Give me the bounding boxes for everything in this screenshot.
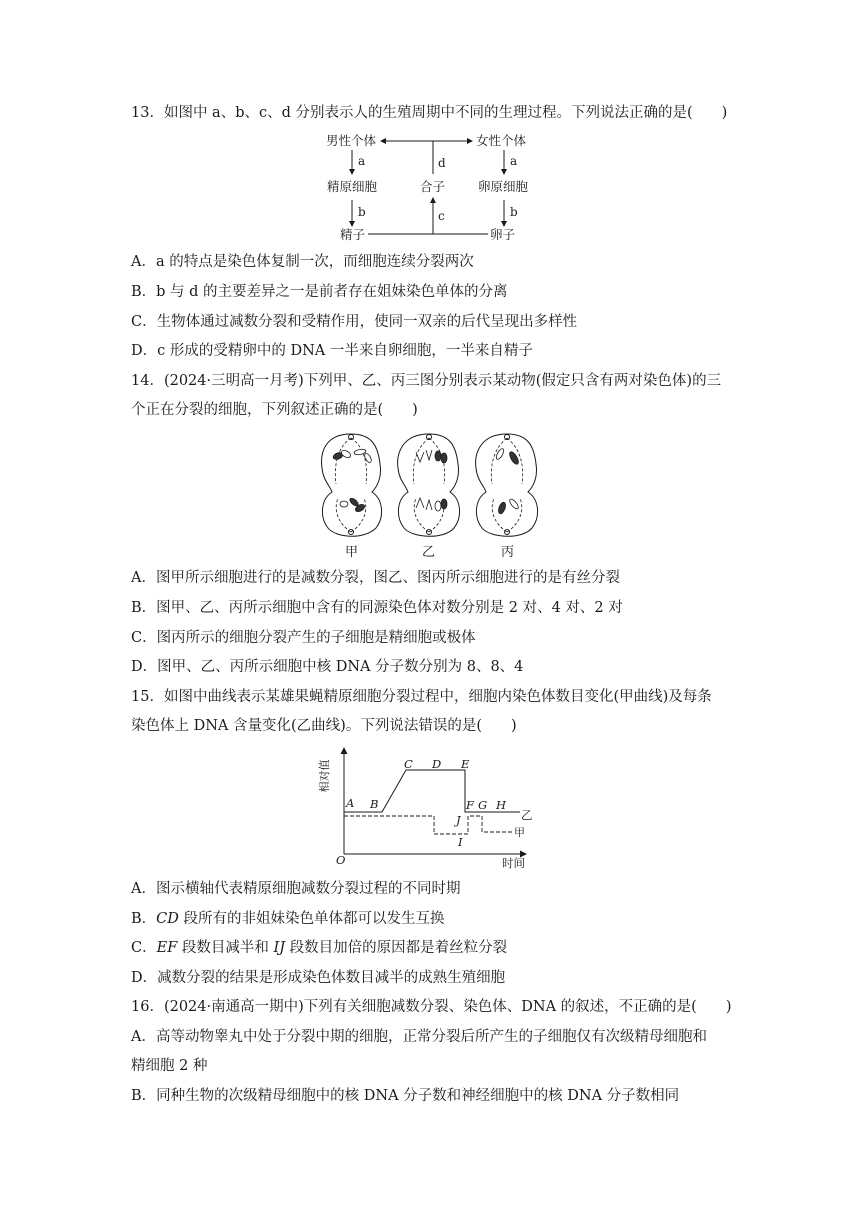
point-A: A — [346, 796, 355, 810]
graph-xlabel: 时间 — [502, 856, 525, 870]
point-H: H — [496, 798, 507, 812]
term-ef: EF — [156, 940, 178, 956]
cell-bing-chromosomes — [495, 448, 520, 515]
q14-stem-line1: 14．(2024·三明高一月考)下列甲、乙、丙三图分别表示某动物(假定只含有两对染色体)的三 — [131, 373, 722, 389]
q14-stem-line2: 个正在分裂的细胞，下列叙述正确的是( ) — [131, 402, 418, 418]
q15-option-d: D．减数分裂的结果是形成染色体数目减半的成熟生殖细胞 — [131, 970, 506, 986]
q13-label-a-left: a — [358, 154, 366, 168]
q13-reproduction-diagram — [318, 130, 558, 246]
q13-option-d: D．c 形成的受精卵中的 DNA 一半来自卵细胞，一半来自精子 — [131, 343, 533, 359]
q13-label-d: d — [438, 156, 446, 170]
cell-bing — [476, 434, 538, 536]
q13-zygote-label: 合子 — [420, 179, 446, 194]
point-F: F — [466, 798, 474, 812]
q16-option-a-line2: 精细胞 2 种 — [131, 1058, 208, 1074]
cell-yi — [398, 434, 460, 536]
q13-male-label: 男性个体 — [326, 133, 377, 148]
cell-jia-label: 甲 — [345, 545, 359, 560]
point-G: G — [478, 798, 488, 812]
q15-option-c: C．EF 段数目减半和 IJ 段数目加倍的原因都是着丝粒分裂 — [131, 940, 508, 956]
q13-option-c: C．生物体通过减数分裂和受精作用，使同一双亲的后代呈现出多样性 — [131, 314, 578, 330]
curve-yi-label: 乙 — [521, 808, 533, 822]
point-B: B — [370, 797, 379, 811]
q13-label-b-left: b — [358, 205, 366, 219]
q16-stem: 16．(2024·南通高一期中)下列有关细胞减数分裂、染色体、DNA 的叙述，不正确的是( ) — [131, 999, 732, 1015]
q13-label-b-right: b — [510, 205, 518, 219]
curve-jia — [344, 816, 512, 834]
curve-jia-label: 甲 — [514, 826, 525, 839]
q13-option-a: A．a 的特点是染色体复制一次，而细胞连续分裂两次 — [131, 254, 474, 270]
q15-stem-line2: 染色体上 DNA 含量变化(乙曲线)。下列说法错误的是( ) — [131, 718, 517, 734]
q14-option-b: B．图甲、乙、丙所示细胞中含有的同源染色体对数分别是 2 对、4 对、2 对 — [131, 600, 623, 616]
q13-sperm-label: 精子 — [340, 227, 366, 242]
q15-option-b: B．CD 段所有的非姐妹染色单体都可以发生互换 — [131, 911, 445, 927]
cell-bing-label: 丙 — [501, 545, 515, 560]
graph-ylabel: 相对值 — [318, 759, 331, 793]
point-I: I — [458, 835, 463, 849]
point-D: D — [432, 757, 442, 771]
q14-cells-figure — [316, 428, 556, 560]
q13-oogonium-label: 卵原细胞 — [478, 179, 529, 194]
graph-origin: O — [336, 853, 346, 867]
q13-egg-label: 卵子 — [490, 227, 516, 242]
q13-label-a-right: a — [510, 154, 518, 168]
point-J: J — [456, 813, 461, 827]
q15-option-a: A．图示横轴代表精原细胞减数分裂过程的不同时期 — [131, 881, 461, 897]
q15-curve-graph — [318, 742, 534, 872]
q15-stem-line1: 15．如图中曲线表示某雄果蝇精原细胞分裂过程中，细胞内染色体数目变化(甲曲线)及每条 — [131, 689, 712, 705]
q13-label-c: c — [438, 209, 445, 223]
q13-spermatogonium-label: 精原细胞 — [327, 179, 378, 194]
point-E: E — [461, 757, 470, 771]
q14-option-a: A．图甲所示细胞进行的是减数分裂，图乙、图丙所示细胞进行的是有丝分裂 — [131, 570, 620, 586]
q13-option-b: B．b 与 d 的主要差异之一是前者存在姐妹染色单体的分离 — [131, 284, 508, 300]
term-ij: IJ — [273, 940, 286, 956]
cell-jia — [322, 434, 382, 536]
q13-female-label: 女性个体 — [476, 133, 527, 148]
q14-option-d: D．图甲、乙、丙所示细胞中核 DNA 分子数分别为 8、8、4 — [131, 659, 524, 675]
cell-yi-chromosomes — [416, 450, 447, 511]
q16-option-b: B．同种生物的次级精母细胞中的核 DNA 分子数和神经细胞中的核 DNA 分子数相同 — [131, 1088, 680, 1104]
cell-yi-label: 乙 — [422, 545, 436, 560]
point-C: C — [404, 757, 413, 771]
q16-option-a-line1: A．高等动物睾丸中处于分裂中期的细胞，正常分裂后所产生的子细胞仅有次级精母细胞和 — [131, 1029, 707, 1045]
term-cd: CD — [156, 911, 179, 927]
q13-stem: 13．如图中 a、b、c、d 分别表示人的生殖周期中不同的生理过程。下列说法正确的是( ) — [131, 105, 728, 121]
q14-option-c: C．图丙所示的细胞分裂产生的子细胞是精细胞或极体 — [131, 630, 476, 646]
